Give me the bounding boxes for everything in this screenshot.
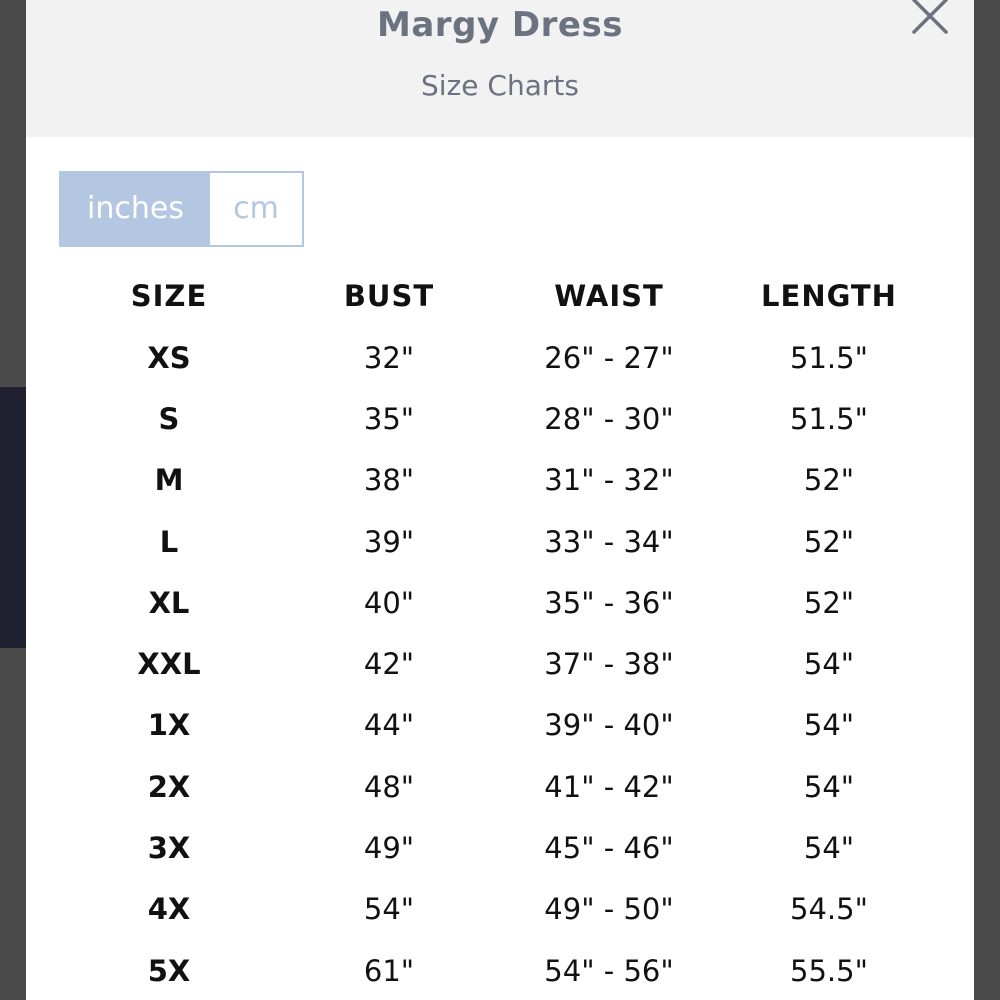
table-row — [59, 756, 939, 817]
table-row — [59, 695, 939, 756]
unit-option-inches[interactable]: inches — [61, 173, 210, 245]
unit-toggle — [59, 171, 304, 247]
bust-cell: 32" — [363, 340, 415, 375]
length-cell: 51.5" — [790, 401, 868, 436]
waist-cell: 49" - 50" — [544, 892, 674, 927]
column-header-bust: BUST — [343, 279, 435, 313]
modal-header — [26, 0, 974, 137]
size-cell: 1X — [147, 708, 191, 743]
bust-cell: 49" — [363, 831, 415, 866]
table-row — [59, 572, 939, 633]
length-cell: 54" — [803, 769, 855, 804]
size-chart-table — [59, 265, 939, 1000]
size-chart-modal — [26, 0, 974, 1000]
table-row — [59, 817, 939, 878]
bust-cell: 38" — [363, 463, 415, 498]
length-cell: 52" — [803, 585, 855, 620]
size-cell: M — [154, 463, 184, 498]
waist-cell: 33" - 34" — [544, 524, 674, 559]
table-row — [59, 388, 939, 449]
size-cell: XXL — [137, 647, 201, 682]
length-cell: 54" — [803, 647, 855, 682]
bust-cell: 61" — [363, 953, 415, 988]
bust-cell: 48" — [363, 769, 415, 804]
waist-cell: 41" - 42" — [544, 769, 674, 804]
length-cell: 55.5" — [790, 953, 868, 988]
bust-cell: 42" — [363, 647, 415, 682]
waist-cell: 28" - 30" — [544, 401, 674, 436]
close-icon — [906, 0, 956, 42]
modal-title: Margy Dress — [377, 5, 623, 45]
length-cell: 54" — [803, 708, 855, 743]
waist-cell: 45" - 46" — [544, 831, 674, 866]
size-cell: S — [158, 401, 180, 436]
bust-cell: 35" — [363, 401, 415, 436]
length-cell: 52" — [803, 463, 855, 498]
unit-option-cm[interactable]: cm — [210, 173, 302, 245]
length-cell: 54" — [803, 831, 855, 866]
size-cell: XL — [148, 585, 190, 620]
waist-cell: 39" - 40" — [544, 708, 674, 743]
bust-cell: 39" — [363, 524, 415, 559]
close-button[interactable] — [906, 0, 956, 42]
length-cell: 51.5" — [790, 340, 868, 375]
table-row — [59, 450, 939, 511]
column-header-length: LENGTH — [761, 279, 897, 313]
length-cell: 52" — [803, 524, 855, 559]
size-cell: XS — [147, 340, 191, 375]
length-cell: 54.5" — [790, 892, 868, 927]
table-row — [59, 633, 939, 694]
size-cell: 4X — [147, 892, 191, 927]
bust-cell: 40" — [363, 585, 415, 620]
size-cell: 3X — [147, 831, 191, 866]
bust-cell: 54" — [363, 892, 415, 927]
waist-cell: 54" - 56" — [544, 953, 674, 988]
table-row — [59, 327, 939, 388]
table-row — [59, 940, 939, 1000]
backdrop-page-element — [0, 387, 26, 648]
waist-cell: 26" - 27" — [544, 340, 674, 375]
waist-cell: 37" - 38" — [544, 647, 674, 682]
size-cell: 2X — [147, 769, 191, 804]
waist-cell: 35" - 36" — [544, 585, 674, 620]
modal-subtitle: Size Charts — [421, 69, 579, 102]
size-cell: L — [159, 524, 179, 559]
table-header-row — [59, 265, 939, 327]
bust-cell: 44" — [363, 708, 415, 743]
waist-cell: 31" - 32" — [544, 463, 674, 498]
table-row — [59, 879, 939, 940]
column-header-waist: WAIST — [554, 279, 664, 313]
column-header-size: SIZE — [130, 279, 208, 313]
table-row — [59, 511, 939, 572]
size-cell: 5X — [147, 953, 191, 988]
